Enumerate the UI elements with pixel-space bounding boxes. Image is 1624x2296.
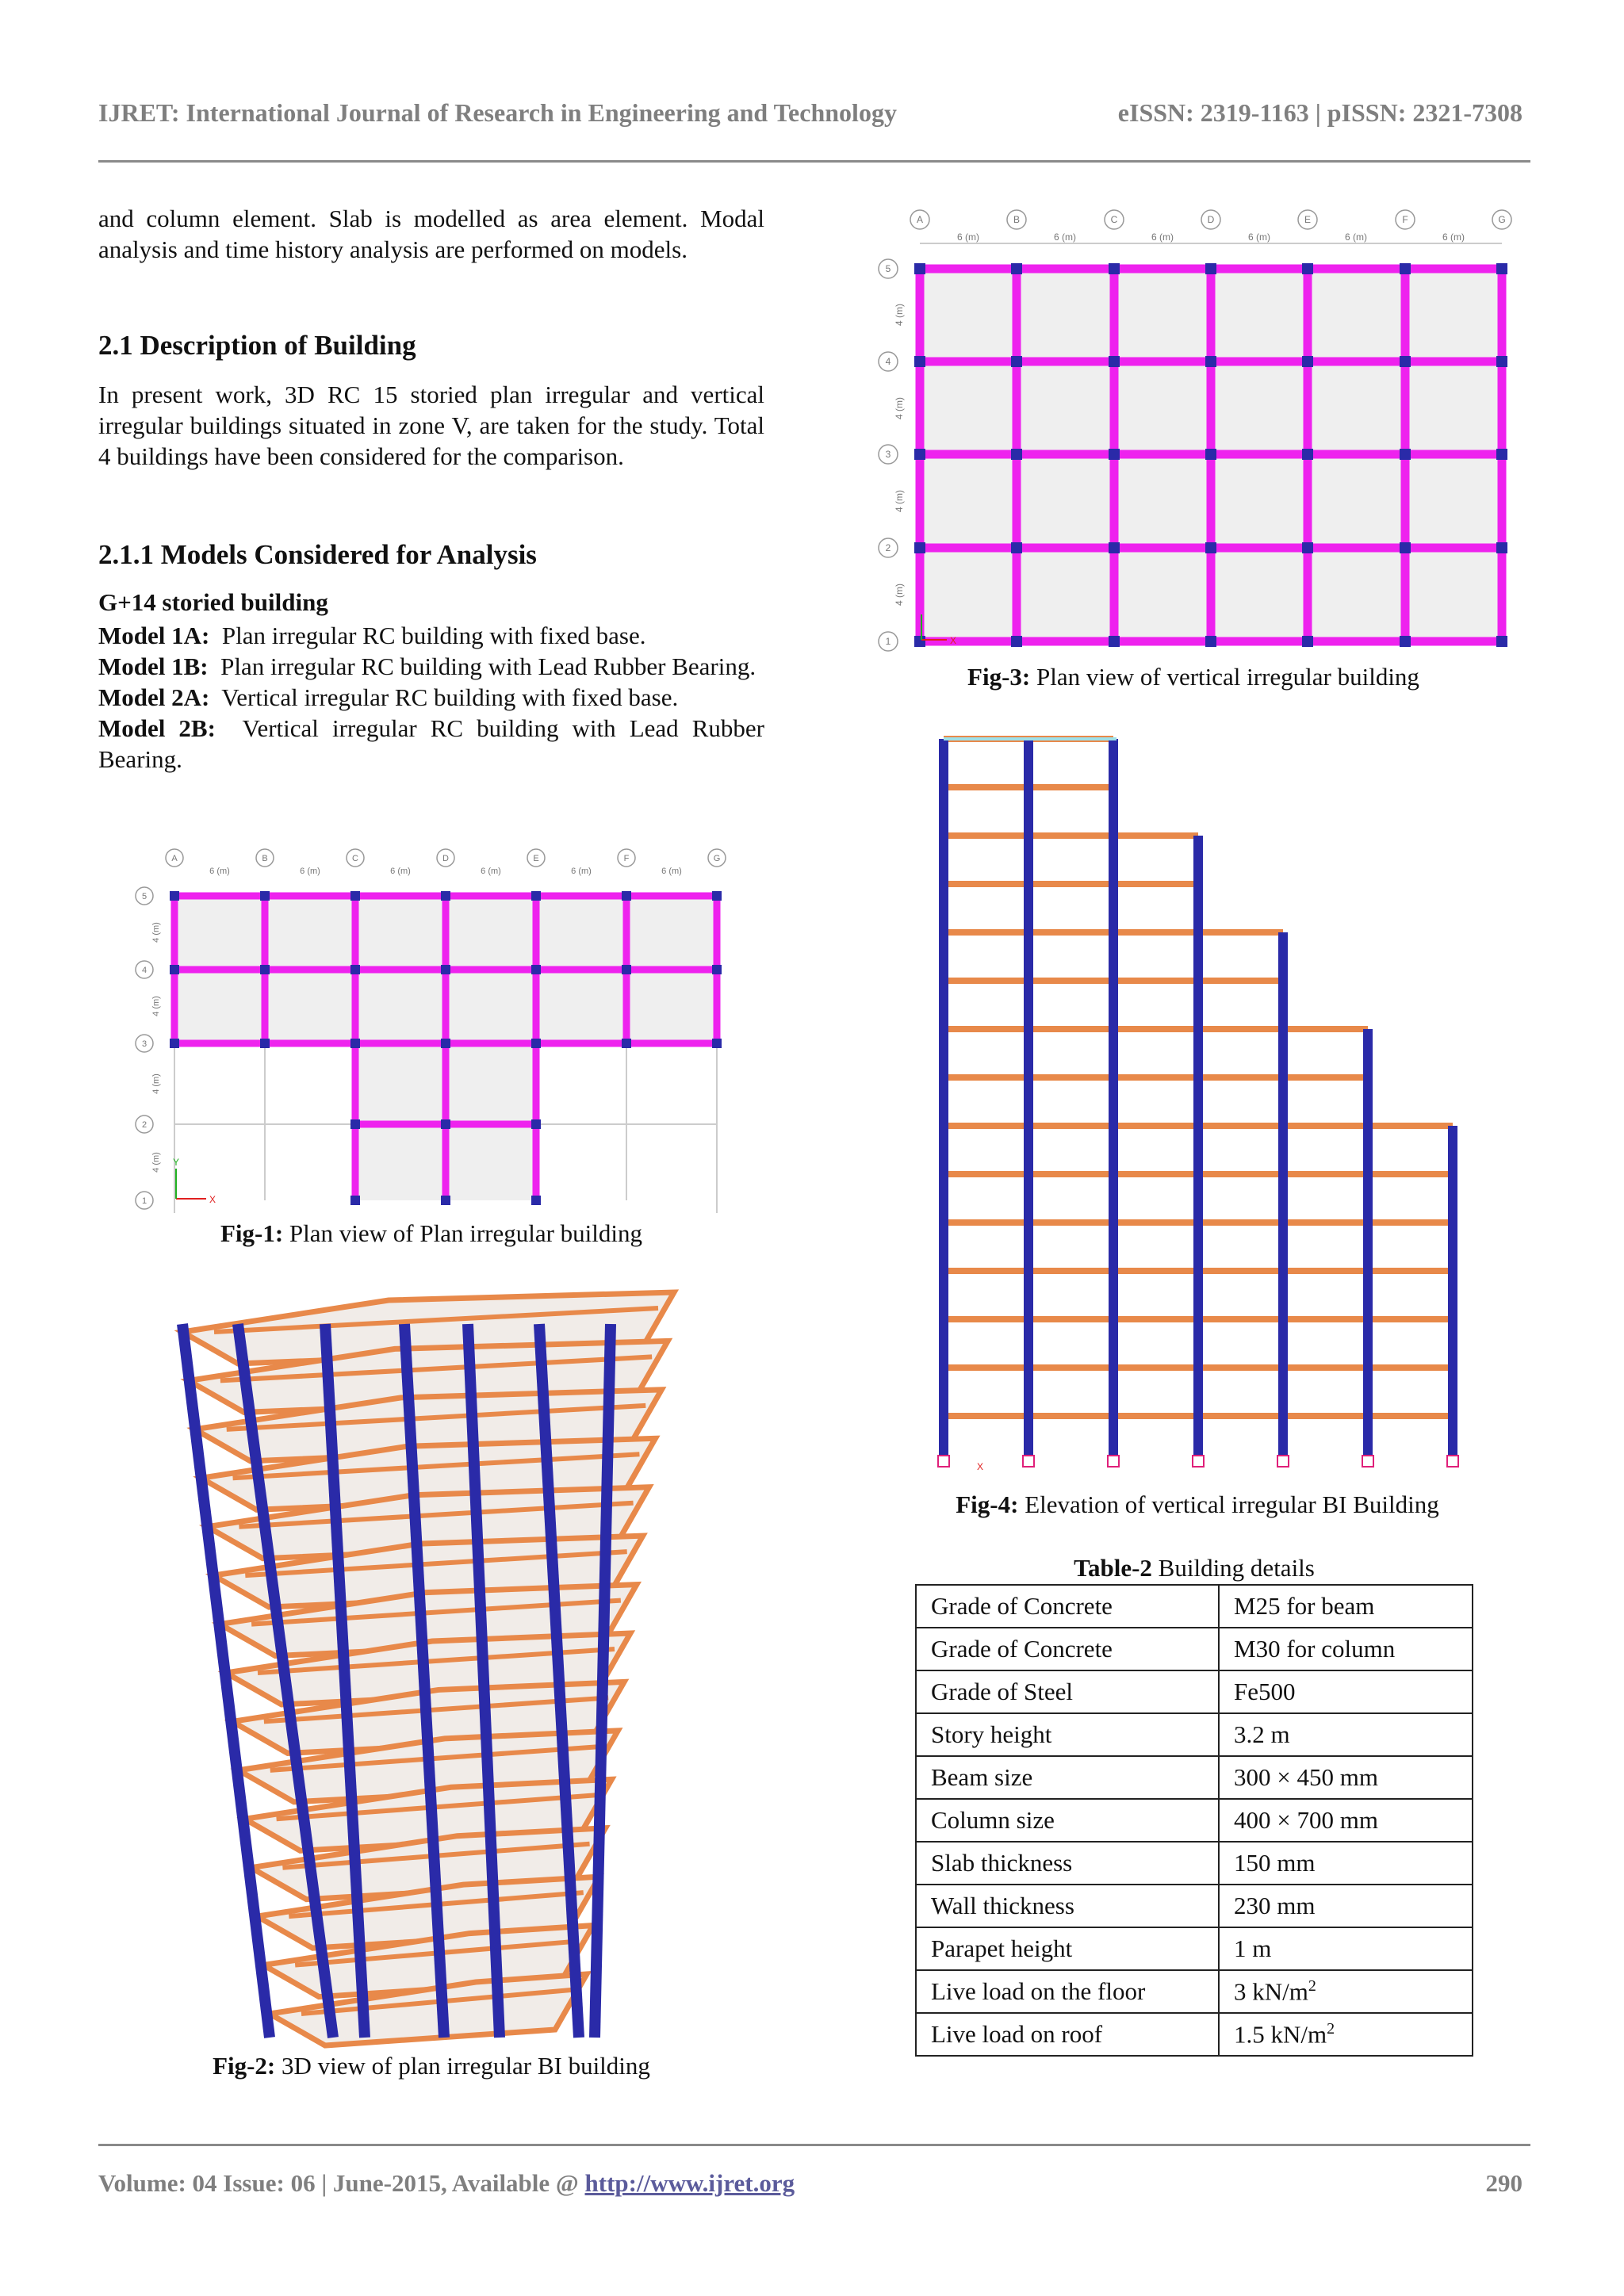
bay-dim: 4 (m): [151, 922, 161, 943]
axis-x-label: X: [950, 635, 957, 646]
column-node: [1205, 542, 1216, 553]
grid-label: A: [171, 854, 178, 863]
model-list: [98, 620, 764, 775]
table-cell-value: [1219, 2013, 1473, 2056]
table-cell-property: Live load on the floor: [916, 1970, 1219, 2013]
grid-label: E: [533, 854, 539, 863]
table-row: [916, 1713, 1473, 1756]
grid-label: E: [1304, 214, 1312, 225]
fig1-caption-text: Plan view of Plan irregular building: [289, 1219, 643, 1247]
bay-dim: 6 (m): [390, 867, 411, 876]
column-node: [1302, 356, 1313, 367]
grid-label: 4: [885, 356, 891, 367]
axis-x-label: X: [209, 1194, 216, 1205]
column-node: [1496, 636, 1507, 647]
model-text: Plan irregular RC building with Lead Rubber Bearing.: [220, 652, 756, 680]
table-row: [916, 1628, 1473, 1670]
column: [939, 739, 948, 1456]
bay-dim: 4 (m): [151, 996, 161, 1016]
grid-label: D: [442, 854, 449, 863]
bay-dim: 6 (m): [481, 867, 501, 876]
column-node: [914, 356, 925, 367]
fig1-plan-irregular-drawing: [127, 840, 730, 1213]
table-row: [916, 1585, 1473, 1628]
bay-dim: 6 (m): [1054, 232, 1076, 243]
table-label: Table-2: [1074, 1554, 1152, 1582]
bay-dim: 6 (m): [209, 867, 230, 876]
table-row: [916, 1970, 1473, 2013]
fig4-caption-text: Elevation of vertical irregular BI Building: [1025, 1490, 1439, 1518]
column-node: [914, 263, 925, 274]
model-item: [98, 682, 764, 713]
table-cell-property: Grade of Concrete: [916, 1585, 1219, 1628]
floor-beam: [944, 881, 1198, 887]
floor-beam: [944, 1074, 1368, 1081]
table-row: [916, 1799, 1473, 1842]
column: [1109, 739, 1118, 1456]
column-node: [1496, 263, 1507, 274]
value-superscript: 2: [1308, 1976, 1316, 1995]
table-row: [916, 1756, 1473, 1799]
model-item: [98, 713, 764, 775]
table-title: Building details: [1158, 1554, 1315, 1582]
column-node: [1109, 449, 1120, 460]
fig4-base-supports: [938, 1456, 1458, 1467]
footer-volume-info: [98, 2169, 795, 2198]
running-header-issn: eISSN: 2319-1163 | pISSN: 2321-7308: [1117, 98, 1522, 127]
model-label: Model 2B:: [98, 714, 216, 742]
column-node: [1011, 263, 1022, 274]
table-cell-value: [1219, 1585, 1473, 1628]
table-row: [916, 1842, 1473, 1885]
fig1-caption: [98, 1219, 764, 1248]
bay-dim: 6 (m): [1345, 232, 1367, 243]
column-node: [1400, 356, 1411, 367]
base-support: [1447, 1456, 1458, 1467]
column-node: [1205, 636, 1216, 647]
grid-label: 3: [885, 449, 891, 460]
column-node: [1400, 263, 1411, 274]
fig3-caption: [864, 663, 1522, 691]
grid-label: 2: [141, 1120, 147, 1130]
column-node: [914, 542, 925, 553]
value-text: 400 × 700 mm: [1234, 1806, 1378, 1834]
value-text: M25 for beam: [1234, 1592, 1375, 1620]
table-row: [916, 1670, 1473, 1713]
column-node: [1400, 449, 1411, 460]
bay-dim: 4 (m): [894, 490, 905, 512]
table-cell-value: [1219, 1970, 1473, 2013]
column-node: [1496, 356, 1507, 367]
grid-label: 5: [141, 892, 147, 901]
grid-label: 3: [141, 1039, 147, 1049]
model-text: Vertical irregular RC building with fixed base.: [221, 683, 679, 711]
table-row: [916, 2013, 1473, 2056]
grid-label: 4: [141, 966, 147, 975]
model-label: Model 1A:: [98, 622, 210, 649]
table-cell-value: [1219, 1713, 1473, 1756]
bay-dim: 4 (m): [151, 1152, 161, 1173]
column-node: [1302, 449, 1313, 460]
grid-label: C: [352, 854, 358, 863]
intro-paragraph: and column element. Slab is modelled as area element. Modal analysis and time history analysis are performed on models.: [98, 205, 764, 263]
base-support: [1108, 1456, 1119, 1467]
axis-y-label: Y: [173, 1157, 180, 1168]
bay-dim: 4 (m): [894, 397, 905, 419]
value-text: 3.2 m: [1234, 1720, 1290, 1748]
table-cell-value: [1219, 1842, 1473, 1885]
grid-label: 5: [885, 263, 891, 274]
footer-rule: [98, 2144, 1530, 2146]
subheading-storey: G+14 storied building: [98, 588, 328, 616]
model-text: Plan irregular RC building with fixed base.: [221, 622, 646, 649]
fig3-label: Fig-3:: [967, 663, 1031, 691]
column-node: [1205, 449, 1216, 460]
base-support: [1277, 1456, 1289, 1467]
footer-link[interactable]: http://www.ijret.org: [584, 2169, 795, 2197]
header-rule: [98, 160, 1530, 163]
column-node: [1011, 542, 1022, 553]
column: [1363, 1029, 1373, 1456]
bay-dim: 4 (m): [151, 1073, 161, 1094]
bay-dim: 6 (m): [1442, 232, 1465, 243]
model-text: Vertical irregular RC building with Lead Rubber Bearing.: [98, 714, 764, 773]
value-superscript: 2: [1327, 2019, 1335, 2038]
grid-label: D: [1207, 214, 1215, 225]
fig2-caption: [98, 2052, 764, 2080]
table-cell-value: [1219, 1799, 1473, 1842]
bay-dim: 6 (m): [1151, 232, 1174, 243]
section-2-1-paragraph: In present work, 3D RC 15 storied plan irregular and vertical irregular buildings situated in zone V, are taken for the study. Total 4 buildings have been considered for the comparison.: [98, 381, 764, 470]
table-cell-property: Parapet height: [916, 1927, 1219, 1970]
fig1-axes-icon: [173, 1157, 216, 1205]
bay-dim: 6 (m): [300, 867, 320, 876]
section-heading-2-1: 2.1 Description of Building: [98, 330, 416, 361]
table-cell-property: Slab thickness: [916, 1842, 1219, 1885]
table-cell-value: [1219, 1927, 1473, 1970]
grid-label: 2: [885, 542, 891, 553]
bay-dim: 6 (m): [957, 232, 979, 243]
column: [1024, 739, 1033, 1456]
value-text: M30 for column: [1234, 1635, 1396, 1663]
page-number: 290: [1485, 2169, 1522, 2197]
floor-beam: [944, 1026, 1368, 1032]
column-node: [1302, 542, 1313, 553]
running-header-journal: IJRET: International Journal of Research in Engineering and Technology: [98, 98, 897, 127]
fig4-label: Fig-4:: [956, 1490, 1019, 1518]
value-text: 1 m: [1234, 1934, 1272, 1962]
column-node: [1205, 356, 1216, 367]
column-node: [1011, 449, 1022, 460]
table-cell-property: Column size: [916, 1799, 1219, 1842]
building-details-table: [915, 1584, 1473, 2057]
fig4-caption: [912, 1490, 1483, 1519]
column-node: [1496, 542, 1507, 553]
column-node: [1109, 263, 1120, 274]
column: [1448, 1126, 1457, 1456]
grid-label: 1: [885, 636, 891, 647]
column-node: [1109, 636, 1120, 647]
value-text: 230 mm: [1234, 1892, 1316, 1919]
fig2-label: Fig-2:: [213, 2052, 276, 2080]
bay-dim: 4 (m): [894, 584, 905, 606]
grid-label: G: [713, 854, 721, 863]
table-row: [916, 1885, 1473, 1927]
bay-dim: 6 (m): [1248, 232, 1270, 243]
column: [1193, 836, 1203, 1456]
fig2-caption-text: 3D view of plan irregular BI building: [282, 2052, 650, 2080]
fig3-caption-text: Plan view of vertical irregular building: [1036, 663, 1419, 691]
value-text: 3 kN/m: [1234, 1977, 1308, 2006]
column: [1278, 932, 1288, 1456]
table-cell-value: [1219, 1885, 1473, 1927]
value-text: Fe500: [1234, 1678, 1296, 1705]
table-cell-value: [1219, 1756, 1473, 1799]
column-node: [1109, 542, 1120, 553]
fig4-elevation-drawing: [920, 729, 1475, 1490]
column-node: [1302, 263, 1313, 274]
value-text: 300 × 450 mm: [1234, 1763, 1378, 1791]
column-node: [1400, 542, 1411, 553]
table-cell-property: Grade of Concrete: [916, 1628, 1219, 1670]
model-label: Model 1B:: [98, 652, 209, 680]
column-node: [1496, 449, 1507, 460]
model-item: [98, 651, 764, 682]
fig3-plan-vertical-irregular-drawing: [864, 202, 1522, 658]
table-cell-property: Wall thickness: [916, 1885, 1219, 1927]
bay-dim: 4 (m): [894, 304, 905, 326]
fig2-3d-view-drawing: [167, 1276, 690, 2053]
fig4-columns: [939, 739, 1457, 1456]
fig1-label: Fig-1:: [220, 1219, 284, 1247]
table-cell-property: Story height: [916, 1713, 1219, 1756]
grid-label: B: [262, 854, 268, 863]
grid-label: A: [916, 214, 924, 225]
footer-text: Volume: 04 Issue: 06 | June-2015, Available @: [98, 2169, 585, 2197]
model-item: [98, 620, 764, 651]
table-caption: [915, 1554, 1473, 1582]
grid-label: C: [1110, 214, 1118, 225]
base-support: [1023, 1456, 1034, 1467]
table-cell-property: Live load on roof: [916, 2013, 1219, 2056]
column-node: [1011, 636, 1022, 647]
column-node: [1109, 356, 1120, 367]
table-cell-property: Beam size: [916, 1756, 1219, 1799]
bay-dim: 6 (m): [571, 867, 592, 876]
table-cell-value: [1219, 1670, 1473, 1713]
base-support: [938, 1456, 949, 1467]
base-support: [1193, 1456, 1204, 1467]
column-node: [1011, 356, 1022, 367]
section-heading-2-1-1: 2.1.1 Models Considered for Analysis: [98, 539, 537, 570]
column-node: [1302, 636, 1313, 647]
grid-label: F: [1402, 214, 1408, 225]
column-node: [914, 449, 925, 460]
axis-x-label: X: [977, 1461, 984, 1472]
grid-label: G: [1498, 214, 1506, 225]
table-cell-value: [1219, 1628, 1473, 1670]
column-node: [1400, 636, 1411, 647]
value-text: 150 mm: [1234, 1849, 1316, 1877]
bay-dim: 6 (m): [661, 867, 682, 876]
base-support: [1362, 1456, 1373, 1467]
grid-label: 1: [141, 1196, 147, 1206]
value-text: 1.5 kN/m: [1234, 2020, 1327, 2049]
column-node: [914, 636, 925, 647]
grid-label: B: [1013, 214, 1021, 225]
table-row: [916, 1927, 1473, 1970]
column-node: [1205, 263, 1216, 274]
floor-beam: [944, 832, 1198, 839]
table-cell-property: Grade of Steel: [916, 1670, 1219, 1713]
grid-label: F: [623, 854, 630, 863]
model-label: Model 2A:: [98, 683, 210, 711]
